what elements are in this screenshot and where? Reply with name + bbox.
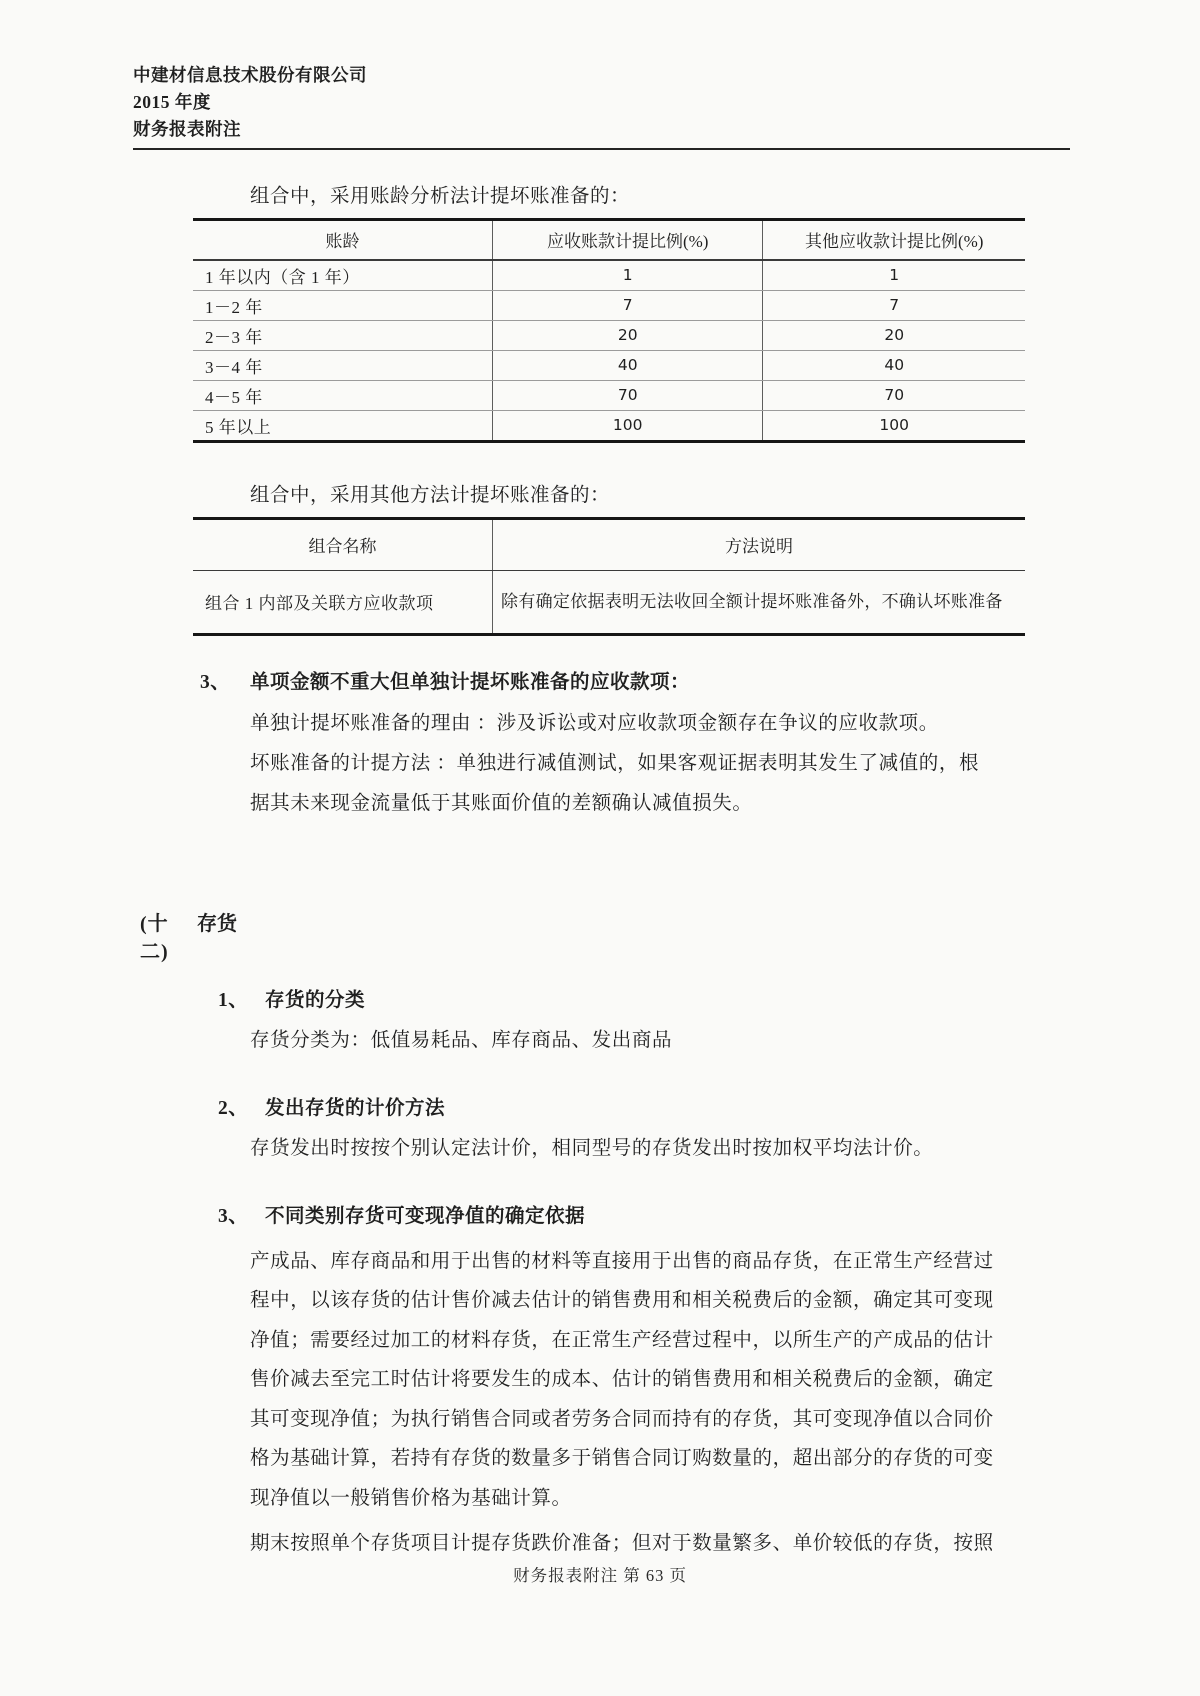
document-header [133, 62, 1070, 143]
column-header-other-ratio: 其他应收款计提比例(%) [763, 220, 1025, 260]
page-footer: 财务报表附注 第 63 页 [513, 1566, 687, 1585]
other-ratio-value: 70 [763, 380, 1025, 410]
paragraph-line: 坏账准备的计提方法 ：单独进行减值测试，如果客观证据表明其发生了减值的，根 [250, 752, 980, 774]
item-number: 3、 [218, 1205, 249, 1227]
section-title: 存货 [197, 912, 237, 935]
paragraph-line: 据其未来现金流量低于其账面价值的差额确认减值损失。 [250, 792, 753, 814]
item3-number: 3、 [200, 671, 231, 693]
paragraph-line: 单独计提坏账准备的理由 ：涉及诉讼或对应收款项金额存在争议的应收款项。 [250, 712, 939, 734]
aging-bucket-label: 1 年以内（含 1 年） [193, 260, 493, 291]
table-row [193, 320, 1025, 350]
paragraph-line: 现净值以一般销售价格为基础计算。 [250, 1487, 572, 1509]
other-ratio-value: 7 [763, 290, 1025, 320]
aging-bucket-label: 2－3 年 [193, 320, 493, 350]
aging-bucket-label: 1－2 年 [193, 290, 493, 320]
company-name: 中建材信息技术股份有限公司 [133, 65, 367, 85]
portfolio-name: 组合 1 内部及关联方应收款项 [205, 594, 434, 613]
table-row [193, 260, 1025, 291]
column-header-portfolio-name: 组合名称 [193, 518, 493, 570]
other-method-table-intro: 组合中，采用其他方法计提坏账准备的： [250, 484, 611, 506]
inventory-item3-paragraph [250, 1242, 1070, 1519]
aging-table-intro: 组合中，采用账龄分析法计提坏账准备的： [250, 186, 631, 207]
aging-bucket-label: 4－5 年 [193, 380, 493, 410]
table-row [193, 380, 1025, 410]
document-title: 财务报表附注 [133, 119, 241, 139]
aging-bucket-label: 5 年以上 [205, 417, 272, 437]
ar-ratio-value: 20 [493, 320, 763, 350]
table-row [193, 570, 1025, 634]
inventory-section-heading [133, 910, 1070, 966]
inventory-item2-heading [133, 1096, 1070, 1122]
paragraph-line: 其可变现净值；为执行销售合同或者劳务合同而持有的存货，其可变现净值以合同价 [250, 1408, 994, 1430]
inventory-item1-body: 存货分类为：低值易耗品、库存商品、发出商品 [250, 1029, 673, 1051]
report-year: 2015 年度 [133, 92, 211, 112]
ar-ratio-value: 100 [493, 410, 763, 441]
paragraph-line: 净值；需要经过加工的材料存货，在正常生产经营过程中，以所生产的产成品的估计 [250, 1329, 994, 1351]
inventory-item3-heading [133, 1204, 1070, 1230]
aging-analysis-table [193, 218, 1025, 443]
ar-ratio-value: 70 [493, 380, 763, 410]
table-row [193, 410, 1025, 441]
method-description: 除有确定依据表明无法收回全额计提坏账准备外，不确认坏账准备 [493, 570, 1025, 634]
paragraph-line: 售价减去至完工时估计将要发生的成本、估计的销售费用和相关税费后的金额，确定 [250, 1369, 994, 1390]
paragraph-line: 产成品、库存商品和用于出售的材料等直接用于出售的商品存货，在正常生产经营过 [250, 1250, 994, 1272]
item3-body [250, 704, 1070, 824]
item-title: 不同类别存货可变现净值的确定依据 [265, 1205, 586, 1227]
header-divider [133, 148, 1070, 150]
ar-ratio-value: 40 [493, 350, 763, 380]
other-ratio-value: 20 [763, 320, 1025, 350]
aging-bucket-label: 3－4 年 [193, 350, 493, 380]
paragraph-line: 格为基础计算，若持有存货的数量多于销售合同订购数量的，超出部分的存货的可变 [250, 1448, 994, 1469]
inventory-item1-heading [133, 988, 1070, 1014]
table-header-row [193, 220, 1025, 260]
other-ratio-value: 40 [763, 350, 1025, 380]
item-number: 2、 [218, 1097, 249, 1119]
column-header-aging: 账龄 [193, 220, 493, 260]
ar-ratio-value: 7 [493, 290, 763, 320]
item-title: 存货的分类 [265, 989, 366, 1011]
other-method-table [193, 517, 1025, 636]
item-title: 发出存货的计价方法 [265, 1097, 446, 1119]
paragraph-line: 程中，以该存货的估计售价减去估计的销售费用和相关税费后的金额，确定其可变现 [250, 1290, 994, 1311]
item-number: 1、 [218, 989, 249, 1011]
column-header-ar-ratio: 应收账款计提比例(%) [493, 220, 763, 260]
item3-heading [133, 670, 1070, 696]
column-header-method-desc: 方法说明 [493, 518, 1025, 570]
inventory-item2-body: 存货发出时按按个别认定法计价，相同型号的存货发出时按加权平均法计价。 [250, 1137, 934, 1159]
table-header-row [193, 518, 1025, 570]
other-ratio-value: 100 [763, 410, 1025, 441]
table-row [193, 290, 1025, 320]
other-ratio-value: 1 [763, 260, 1025, 291]
section-number: (十二) [140, 912, 169, 963]
item3-title: 单项金额不重大但单独计提坏账准备的应收款项： [250, 671, 691, 693]
ar-ratio-value: 1 [493, 260, 763, 291]
inventory-item3-closing: 期末按照单个存货项目计提存货跌价准备；但对于数量繁多、单价较低的存货，按照 [250, 1533, 994, 1554]
table-row [193, 350, 1025, 380]
page-content [133, 62, 1070, 1564]
